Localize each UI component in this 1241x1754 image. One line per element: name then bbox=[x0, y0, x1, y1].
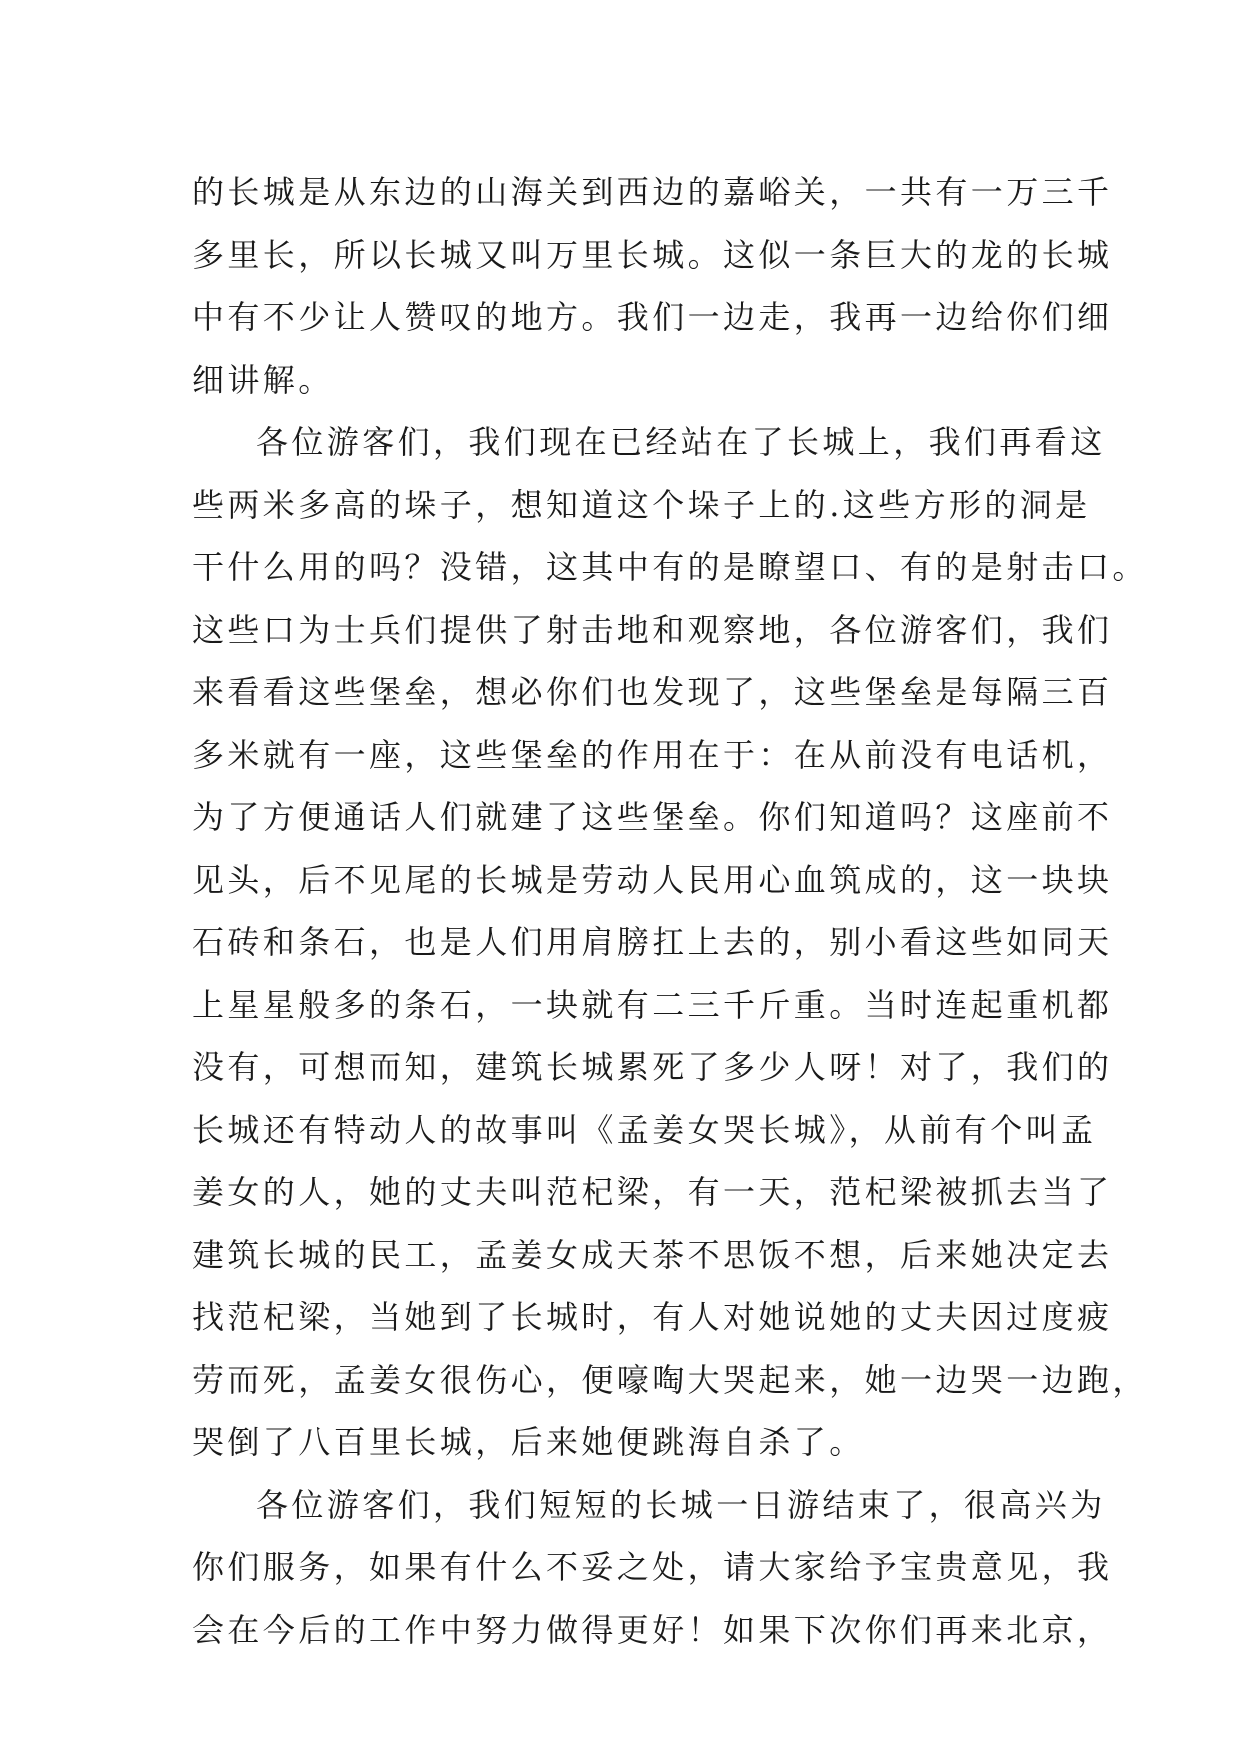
text-line: 来看看这些堡垒，想必你们也发现了，这些堡垒是每隔三百 bbox=[192, 673, 1113, 711]
text-line: 长城还有特动人的故事叫《孟姜女哭长城》，从前有个叫孟 bbox=[192, 1110, 1097, 1149]
text-line: 这些口为士兵们提供了射击地和观察地，各位游客们，我们 bbox=[192, 610, 1113, 649]
text-line: 找范杞梁，当她到了长城时，有人对她说她的丈夫因过度疲 bbox=[192, 1298, 1113, 1336]
paragraph-start-line: 各位游客们，我们短短的长城一日游结束了，很高兴为 bbox=[256, 1485, 1106, 1524]
text-line: 你们服务，如果有什么不妥之处，请大家给予宝贵意见，我 bbox=[192, 1548, 1113, 1586]
text-line: 中有不少让人赞叹的地方。我们一边走，我再一边给你们细 bbox=[192, 298, 1113, 336]
text-line: 没有，可想而知，建筑长城累死了多少人呀！对了，我们的 bbox=[192, 1048, 1113, 1086]
text-line: 建筑长城的民工，孟姜女成天茶不思饭不想，后来她决定去 bbox=[192, 1235, 1113, 1274]
text-line: 多里长，所以长城又叫万里长城。这似一条巨大的龙的长城 bbox=[192, 235, 1113, 274]
text-line: 哭倒了八百里长城，后来她便跳海自杀了。 bbox=[192, 1423, 865, 1461]
text-line: 上星星般多的条石，一块就有二三千斤重。当时连起重机都 bbox=[192, 985, 1113, 1024]
paragraph-start-line: 各位游客们，我们现在已经站在了长城上，我们再看这 bbox=[256, 423, 1106, 461]
text-line: 干什么用的吗？没错，这其中有的是瞭望口、有的是射击口。 bbox=[192, 548, 1148, 586]
text-line: 石砖和条石，也是人们用肩膀扛上去的，别小看这些如同天 bbox=[192, 923, 1113, 961]
text-line: 多米就有一座，这些堡垒的作用在于：在从前没有电话机， bbox=[192, 735, 1113, 774]
text-line: 细讲解。 bbox=[192, 360, 334, 399]
text-line: 的长城是从东边的山海关到西边的嘉峪关，一共有一万三千 bbox=[192, 173, 1113, 211]
text-line: 为了方便通话人们就建了这些堡垒。你们知道吗？这座前不 bbox=[192, 798, 1113, 836]
text-line: 会在今后的工作中努力做得更好！如果下次你们再来北京， bbox=[192, 1610, 1113, 1649]
text-line: 些两米多高的垛子，想知道这个垛子上的.这些方形的洞是 bbox=[192, 485, 1091, 524]
text-line: 劳而死，孟姜女很伤心，便嚎啕大哭起来，她一边哭一边跑， bbox=[192, 1360, 1148, 1399]
text-line: 姜女的人，她的丈夫叫范杞梁，有一天，范杞梁被抓去当了 bbox=[192, 1173, 1113, 1211]
text-line: 见头，后不见尾的长城是劳动人民用心血筑成的，这一块块 bbox=[192, 860, 1113, 899]
body-text bbox=[192, 161, 1148, 1661]
